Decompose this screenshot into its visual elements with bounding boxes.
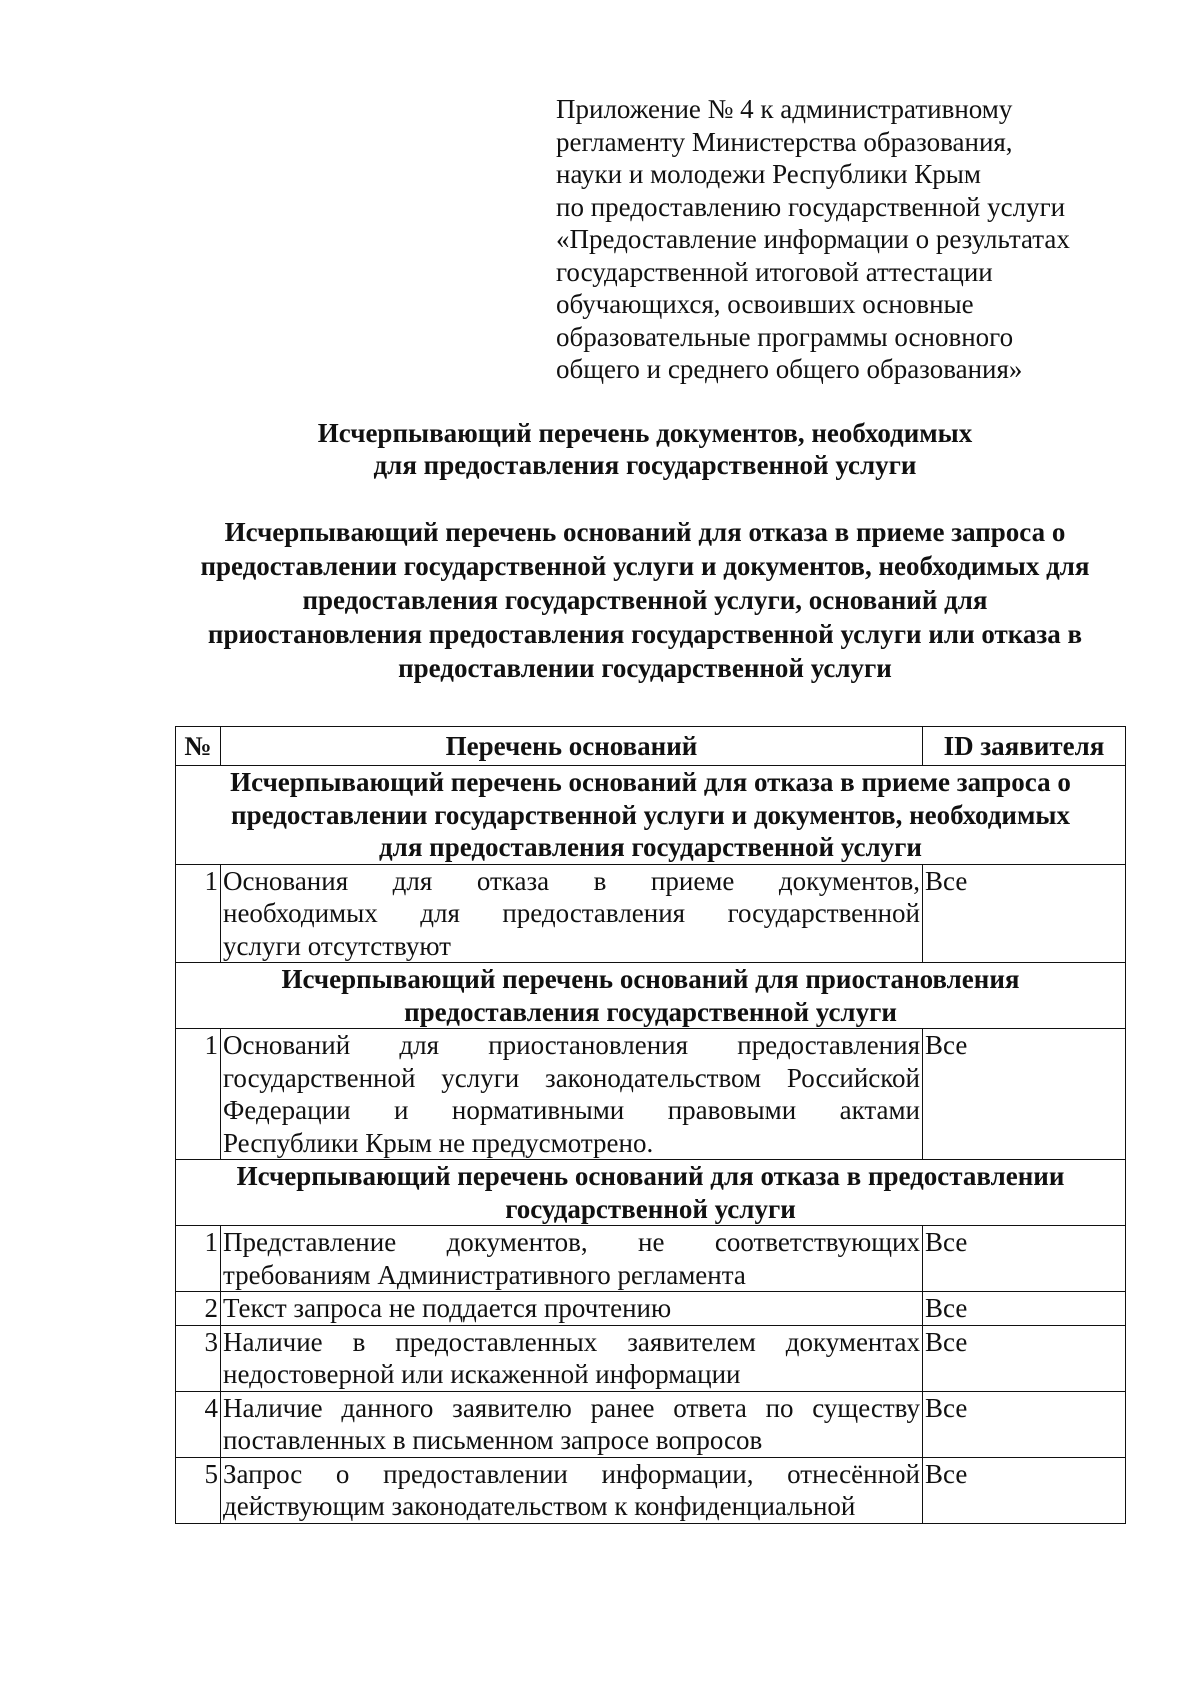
section-title-line: предоставлении государственной услуги и документов, необходимых (231, 799, 1070, 830)
table-row (176, 1391, 1126, 1457)
appendix-line: общего и среднего общего образования» (556, 354, 1023, 384)
section-title-line: государственной услуги (505, 1193, 796, 1224)
text-line: Республики Крым не предусмотрено. (223, 1127, 654, 1158)
table-row (176, 1457, 1126, 1523)
appendix-line: обучающихся, освоивших основные (556, 289, 974, 319)
grounds-list-heading (160, 515, 1130, 685)
table-row (176, 1325, 1126, 1391)
row-grounds-text (221, 864, 923, 963)
row-applicant-id: Все (923, 1226, 1126, 1292)
appendix-line: образовательные программы основного (556, 321, 1014, 352)
row-number: 5 (176, 1457, 221, 1523)
grounds-table (175, 726, 1126, 1524)
table-row (176, 864, 1126, 963)
documents-list-heading (160, 417, 1130, 481)
appendix-line: Приложение № 4 к административному (556, 94, 1013, 124)
section-title-line: Исчерпывающий перечень оснований для отказа в предоставлении (236, 1161, 1065, 1191)
row-number: 2 (176, 1292, 221, 1326)
heading-line: для предоставления государственной услуги (373, 450, 917, 480)
text-line: недостоверной или искаженной информации (223, 1359, 741, 1389)
heading-line: предоставления государственной услуги, оснований для (302, 585, 988, 615)
text-line: действующим законодательством к конфиденциальной (223, 1491, 856, 1521)
heading-line: Исчерпывающий перечень документов, необходимых (317, 418, 973, 448)
column-header-grounds: Перечень оснований (221, 727, 923, 766)
row-number: 1 (176, 1029, 221, 1160)
section-title-line: Исчерпывающий перечень оснований для отказа в приеме запроса о (230, 767, 1071, 797)
row-grounds-text (221, 1457, 923, 1523)
section-row (176, 963, 1126, 1029)
appendix-line: регламенту Министерства образования, (556, 126, 1013, 157)
text-line: необходимых для предоставления государственной (223, 898, 920, 928)
heading-line: предоставлении государственной услуги и документов, необходимых для (200, 551, 1090, 581)
section-title (176, 963, 1126, 1029)
heading-line: Исчерпывающий перечень оснований для отказа в приеме запроса о (224, 517, 1066, 547)
text-line: услуги отсутствуют (223, 930, 451, 961)
text-line: Наличие данного заявителю ранее ответа по существу (223, 1392, 920, 1423)
row-applicant-id: Все (923, 864, 1126, 963)
appendix-line: по предоставлению государственной услуги (556, 191, 1066, 222)
row-grounds-text (221, 1292, 923, 1326)
row-number: 3 (176, 1325, 221, 1391)
row-number: 4 (176, 1391, 221, 1457)
table-row (176, 1226, 1126, 1292)
row-applicant-id: Все (923, 1457, 1126, 1523)
section-title-line: Исчерпывающий перечень оснований для приостановления (281, 964, 1020, 994)
text-line: Представление документов, не соответствующих (223, 1227, 920, 1257)
text-line: Оснований для приостановления предоставления (223, 1030, 920, 1060)
row-applicant-id: Все (923, 1325, 1126, 1391)
text-line: Наличие в предоставленных заявителем документах (223, 1326, 920, 1357)
text-line: Запрос о предоставлении информации, отнесённой (223, 1458, 920, 1489)
section-title (176, 1160, 1126, 1226)
section-title (176, 766, 1126, 865)
text-line: государственной услуги законодательством Российской (223, 1062, 920, 1093)
text-line: Основания для отказа в приеме документов, (223, 865, 920, 896)
row-applicant-id: Все (923, 1292, 1126, 1326)
column-header-applicant-id: ID заявителя (923, 727, 1126, 766)
row-number: 1 (176, 864, 221, 963)
appendix-note (556, 93, 1116, 386)
table-header-row (176, 727, 1126, 766)
row-grounds-text (221, 1226, 923, 1292)
text-line: Федерации и нормативными правовыми актами (223, 1095, 920, 1125)
text-line: поставленных в письменном запросе вопросов (223, 1425, 763, 1455)
appendix-line: «Предоставление информации о результатах (556, 224, 1070, 254)
text-line: Текст запроса не поддается прочтению (223, 1293, 672, 1323)
section-title-line: для предоставления государственной услуги (379, 832, 922, 862)
heading-line: приостановления предоставления государственной услуги или отказа в (207, 619, 1083, 649)
text-line: требованиям Административного регламента (223, 1259, 746, 1290)
table-row (176, 1292, 1126, 1326)
row-grounds-text (221, 1391, 923, 1457)
row-applicant-id: Все (923, 1391, 1126, 1457)
appendix-line: государственной итоговой аттестации (556, 256, 993, 287)
appendix-line: науки и молодежи Республики Крым (556, 159, 982, 189)
heading-line: предоставлении государственной услуги (398, 653, 892, 683)
column-header-number: № (176, 727, 221, 766)
section-row (176, 766, 1126, 865)
section-title-line: предоставления государственной услуги (404, 996, 897, 1027)
row-number: 1 (176, 1226, 221, 1292)
table-row (176, 1029, 1126, 1160)
row-grounds-text (221, 1029, 923, 1160)
row-applicant-id: Все (923, 1029, 1126, 1160)
row-grounds-text (221, 1325, 923, 1391)
section-row (176, 1160, 1126, 1226)
